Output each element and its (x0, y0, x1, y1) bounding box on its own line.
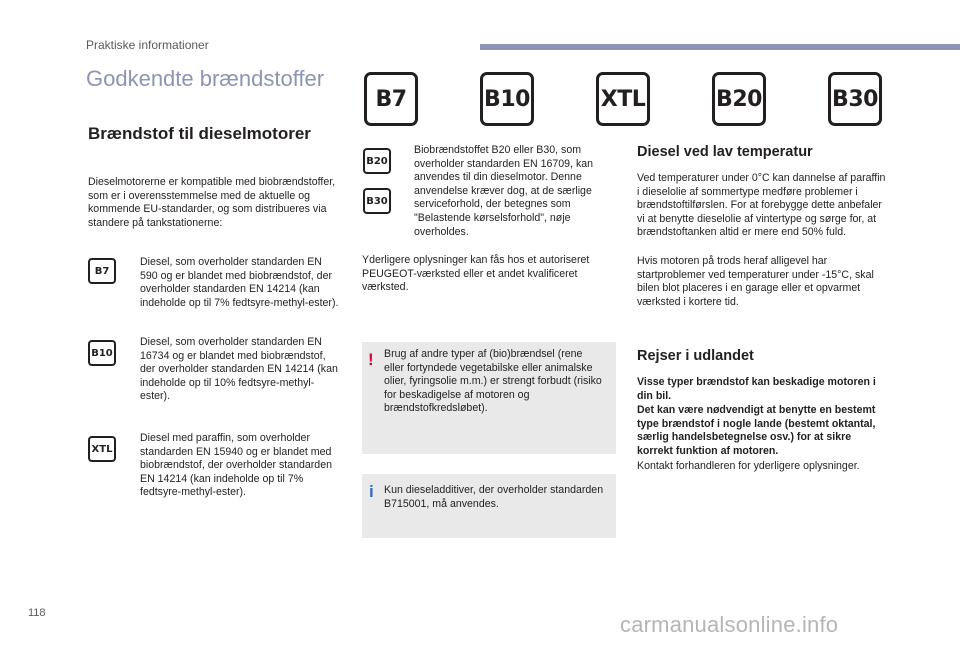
badge-b30-large: B30 (828, 72, 882, 126)
badge-xtl-large: XTL (596, 72, 650, 126)
travel-abroad-warning: Visse typer brændstof kan beskadige motoren i din bil. (637, 376, 876, 402)
badge-b10-small: B10 (88, 340, 116, 366)
warning-icon: ! (368, 350, 374, 369)
info-icon: i (369, 482, 374, 501)
travel-abroad-advice: Det kan være nødvendigt at benytte en bestemt type brændstof i nogle lande (bestemt oktantal, særlig handelsbetegnelse osv.) for at sikre korrekt funktion af motoren. (637, 404, 876, 457)
section-header: Praktiske informationer (86, 38, 209, 52)
fuel-b7-description: Diesel, som overholder standarden EN 590 og er blandet med biobrændstof, der overholder standarden EN 14214 (kan indeholde op til 7% fedtsyre-methyl-ester). (140, 256, 339, 309)
badge-xtl-small: XTL (88, 436, 116, 462)
header-bar (480, 44, 960, 50)
diesel-fuel-heading: Brændstof til dieselmotorer (88, 124, 311, 143)
cold-temperature-text-2: Hvis motoren på trods heraf alligevel har startproblemer ved temperaturer under -15°C, skal bilen blot placeres i en garage eller et opvarmet værksted i kortere tid. (637, 255, 874, 308)
page-title: Godkendte brændstoffer (86, 66, 325, 91)
diesel-intro-text: Dieselmotorerne er kompatible med biobrændstoffer, som er i overensstemmelse med de aktuelle og kommende EU-standarder, og som distribueres via standere på tankstationerne: (88, 176, 336, 229)
badge-b10-large: B10 (480, 72, 534, 126)
badge-b7-large: B7 (364, 72, 418, 126)
cold-temperature-text-1: Ved temperaturer under 0°C kan dannelse af paraffin i dieselolie af sommertype medføre problemer i brændstoftilførslen. For at forebygge dette anbefaler vi at benytte dieselolie af vintertype og sørge for, at brændstoftanken altid er mere end 50% fuld. (637, 172, 886, 239)
warning-box (362, 342, 616, 454)
badge-b7-small: B7 (88, 258, 116, 284)
warning-text: Brug af andre typer af (bio)brændsel (rene eller fortyndede vegetabilske eller animalske olier, fyringsolie m.m.) er strengt forbudt (risiko for beskadigelse af motoren og brændstofkredsløbet). (384, 348, 602, 415)
travel-abroad-heading: Rejser i udlandet (637, 348, 754, 364)
fuel-xtl-description: Diesel med paraffin, som overholder standarden EN 15940 og er blandet med biobrændstof, der overholder standarden EN 14214 (kan indeholde op til 7% fedtsyre-methyl-ester). (140, 432, 332, 499)
fuel-b10-description: Diesel, som overholder standarden EN 16734 og er blandet med biobrændstof, der overholder standarden EN 14214 (kan indeholde op til 10% fedtsyre-methyl-ester). (140, 336, 338, 403)
info-box (362, 474, 616, 538)
cold-temperature-heading: Diesel ved lav temperatur (637, 144, 813, 160)
badge-b20-large: B20 (712, 72, 766, 126)
more-info-text: Yderligere oplysninger kan fås hos et autoriseret PEUGEOT-værksted eller et andet kvalificeret værksted. (362, 254, 590, 294)
info-text: Kun dieseladditiver, der overholder standarden B715001, må anvendes. (384, 484, 604, 510)
page-number: 118 (28, 607, 46, 619)
travel-abroad-contact: Kontakt forhandleren for yderligere oplysninger. (637, 460, 860, 472)
biofuel-b20-b30-text: Biobrændstoffet B20 eller B30, som overholder standarden EN 16709, kan anvendes til din dieselmotor. Denne anvendelse kræver dog, at de særlige serviceforhold, der betegnes som "Belastende kørselsforhold", nøje overholdes. (414, 144, 594, 238)
watermark: carmanualsonline.info (620, 612, 839, 637)
badge-b20-small: B20 (363, 148, 391, 174)
badge-b30-small: B30 (363, 188, 391, 214)
